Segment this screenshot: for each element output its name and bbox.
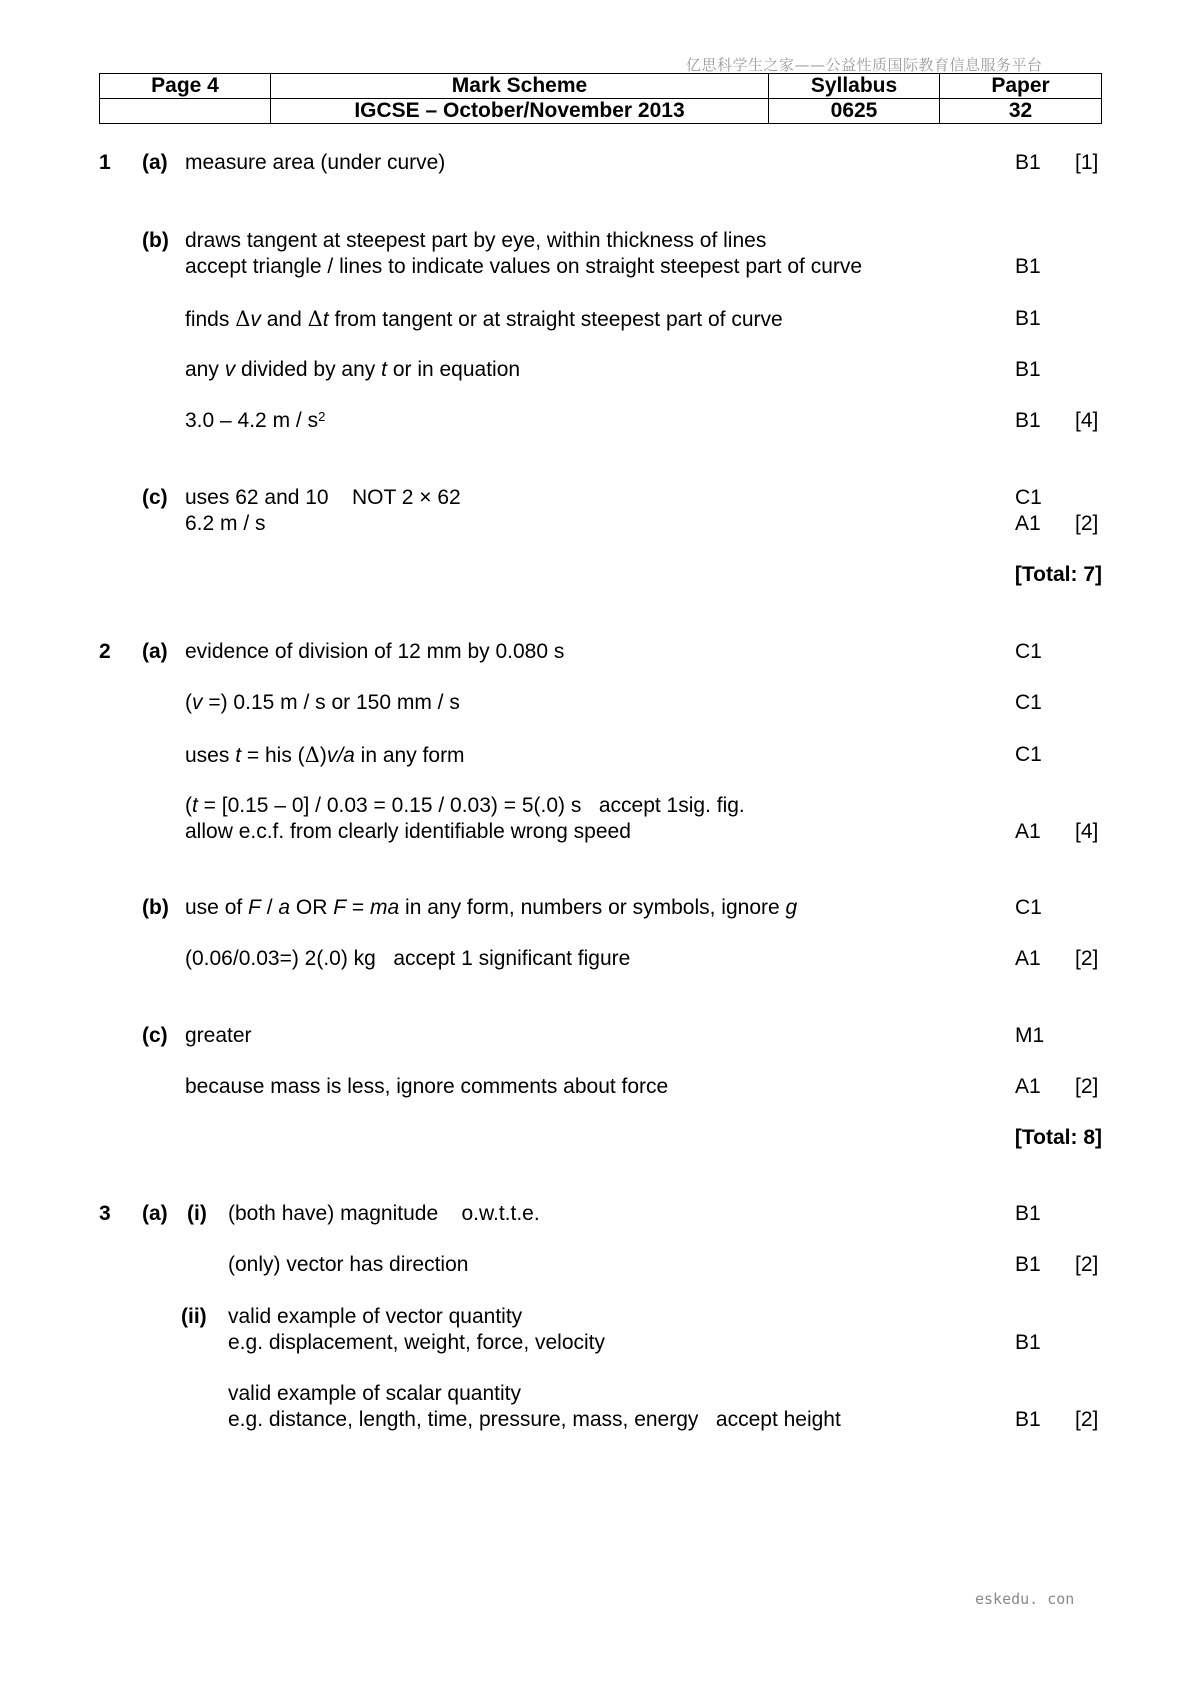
page-number: Page 4	[100, 74, 271, 99]
syllabus-code: 0625	[769, 99, 940, 124]
q1b-mark2: B1	[1015, 307, 1041, 330]
q3aii-line2: e.g. displacement, weight, force, velocity	[228, 1331, 606, 1354]
q1-grand-total: [Total: 7]	[1014, 563, 1102, 586]
q2-part-c-label: (c)	[142, 1024, 168, 1047]
q2a-line4: (t = [0.15 – 0] / 0.03 = 0.15 / 0.03) = 5(.0) s accept 1sig. fig.	[185, 794, 745, 817]
q2c-mark2: A1	[1015, 1075, 1041, 1098]
q2-part-a-label: (a)	[142, 640, 168, 663]
watermark-bottom: eskedu. con	[975, 1590, 1075, 1608]
paper-number: 32	[940, 99, 1102, 124]
q3ai-total: [2]	[1075, 1253, 1099, 1276]
q2c-line1: greater	[185, 1024, 252, 1047]
q1b-mark4: B1	[1015, 409, 1041, 432]
q2a-line5: allow e.c.f. from clearly identifiable wrong speed	[185, 820, 631, 843]
q2a-line1: evidence of division of 12 mm by 0.080 s	[185, 640, 565, 663]
question-1-number: 1	[99, 151, 111, 174]
q1b-mark1: B1	[1015, 255, 1041, 278]
q1b-line3: finds Δv and Δt from tangent or at straight steepest part of curve	[185, 307, 783, 331]
q3aii-line3: valid example of scalar quantity	[228, 1382, 521, 1405]
header-table	[99, 73, 1102, 124]
q2b-line2: (0.06/0.03=) 2(.0) kg accept 1 significant figure	[185, 947, 631, 970]
watermark-top: 亿思科学生之家——公益性质国际教育信息服务平台	[686, 56, 1043, 74]
q3aii-mark2: B1	[1015, 1408, 1041, 1431]
q2b-mark2: A1	[1015, 947, 1041, 970]
q2a-total: [4]	[1075, 820, 1099, 843]
q2-part-b-label: (b)	[142, 896, 169, 919]
q3ai-mark1: B1	[1015, 1202, 1041, 1225]
header-empty-cell	[100, 99, 271, 124]
q3ai-mark2: B1	[1015, 1253, 1041, 1276]
q1b-line2: accept triangle / lines to indicate values on straight steepest part of curve	[185, 255, 863, 278]
q2a-mark2: C1	[1015, 691, 1042, 714]
q3aii-line1: valid example of vector quantity	[228, 1305, 523, 1328]
q1a-mark: B1	[1015, 151, 1041, 174]
q2a-mark4: A1	[1015, 820, 1041, 843]
q1a-text: measure area (under curve)	[185, 151, 446, 174]
q1c-mark2: A1	[1015, 512, 1041, 535]
q3ai-line1: (both have) magnitude o.w.t.t.e.	[228, 1202, 540, 1225]
q1b-mark3: B1	[1015, 358, 1041, 381]
question-2-number: 2	[99, 640, 111, 663]
q2a-mark3: C1	[1015, 743, 1042, 766]
q1b-line1: draws tangent at steepest part by eye, within thickness of lines	[185, 229, 767, 252]
q3-part-a-label: (a)	[142, 1202, 168, 1225]
syllabus-label: Syllabus	[769, 74, 940, 99]
q1c-line2: 6.2 m / s	[185, 512, 266, 535]
q2b-line1: use of F / a OR F = ma in any form, numbers or symbols, ignore g	[185, 896, 798, 919]
paper-label: Paper	[940, 74, 1102, 99]
q1-part-c-label: (c)	[142, 486, 168, 509]
q1b-answer: 3.0 – 4.2 m / $s^2$	[185, 409, 326, 432]
q1b-total: [4]	[1075, 409, 1099, 432]
question-3-number: 3	[99, 1202, 111, 1225]
q1-part-a-label: (a)	[142, 151, 168, 174]
q2-grand-total: [Total: 8]	[1014, 1126, 1102, 1149]
q2c-total: [2]	[1075, 1075, 1099, 1098]
q3ai-line2: (only) vector has direction	[228, 1253, 469, 1276]
q2b-total: [2]	[1075, 947, 1099, 970]
q3aii-total: [2]	[1075, 1408, 1099, 1431]
q2c-line2: because mass is less, ignore comments about force	[185, 1075, 669, 1098]
q2a-mark1: C1	[1015, 640, 1042, 663]
q3aii-line4: e.g. distance, length, time, pressure, mass, energy accept height	[228, 1408, 841, 1431]
mark-scheme-title: Mark Scheme	[271, 74, 769, 99]
exam-session: IGCSE – October/November 2013	[271, 99, 769, 124]
q1c-line1: uses 62 and 10 NOT 2 × 62	[185, 486, 461, 509]
q1c-total: [2]	[1075, 512, 1099, 535]
q3a-ii-label: (ii)	[181, 1305, 207, 1328]
q3aii-mark1: B1	[1015, 1331, 1041, 1354]
q2b-mark1: C1	[1015, 896, 1042, 919]
q1c-mark1: C1	[1015, 486, 1042, 509]
q1b-line4: any v divided by any t or in equation	[185, 358, 521, 381]
q2a-line2: (v =) 0.15 m / s or 150 mm / s	[185, 691, 460, 714]
q3a-i-label: (i)	[187, 1202, 207, 1225]
q1a-total: [1]	[1075, 151, 1099, 174]
q2c-mark1: M1	[1015, 1024, 1045, 1047]
q1-part-b-label: (b)	[142, 229, 169, 252]
q2a-line3: uses t = his (Δ)v/a in any form	[185, 743, 465, 767]
